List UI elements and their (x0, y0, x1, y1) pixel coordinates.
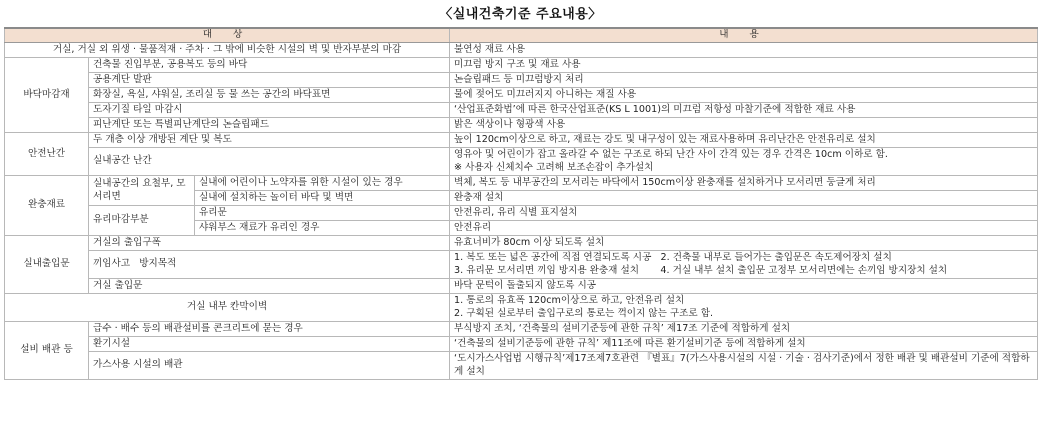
content-cell: 논슬립패드 등 미끄럼방지 처리 (450, 73, 1038, 88)
table-row (5, 103, 1038, 118)
content-line: 1. 통로의 유효폭 120cm이상으로 하고, 안전유리 설치 (454, 295, 685, 306)
table-row (5, 236, 1038, 251)
content-cell: ‘산업표준화법’에 따른 한국산업표준(KS L 1001)의 미끄럼 저항성 마찰기준에 적합한 재료 사용 (450, 103, 1038, 118)
target-cell: 거실의 출입구폭 (89, 236, 450, 251)
category-cell: 바닥마감재 (5, 58, 89, 133)
table-row (5, 88, 1038, 103)
target-cell: 환기시설 (89, 337, 450, 352)
content-line: 2. 구획된 실로부터 출입구로의 통로는 꺽이지 않는 구조로 함. (454, 307, 714, 319)
target-cell: 실내에 어린이나 노약자를 위한 시설이 있는 경우 (195, 176, 450, 191)
target-cell: 급수 · 배수 등의 배관설비를 콘크리트에 묻는 경우 (89, 322, 450, 337)
table-row (5, 58, 1038, 73)
table-row (5, 322, 1038, 337)
target-cell: 공용계단 발판 (89, 73, 450, 88)
content-cell: 완충재 설치 (450, 191, 1038, 206)
content-cell: 바닥 문턱이 돌출되지 않도록 시공 (450, 279, 1038, 294)
target-cell: 거실, 거실 외 위생 · 물품적재 · 주차 · 그 밖에 비슷한 시설의 벽 및 반자부분의 마감 (5, 43, 450, 58)
content-line: 1. 복도 또는 넓은 공간에 직접 연결되도록 시공 2. 건축물 내부로 들어가는 출입문은 속도제어장치 설치 (454, 252, 892, 263)
target-cell: 실내공간 난간 (89, 148, 450, 176)
target-cell: 피난계단 또는 특별피난계단의 논슬립패드 (89, 118, 450, 133)
subcategory-cell: 실내공간의 요철부, 모서리면 (89, 176, 195, 206)
content-cell (450, 148, 1038, 176)
table-row (5, 352, 1038, 380)
target-cell: 두 개층 이상 개방된 계단 및 복도 (89, 133, 450, 148)
table-row (5, 294, 1038, 322)
target-cell: 끼임사고 방지목적 (89, 251, 450, 279)
table-row (5, 43, 1038, 58)
target-cell: 도자기질 타일 마감시 (89, 103, 450, 118)
category-cell: 안전난간 (5, 133, 89, 176)
content-cell: ‘건축물의 설비기준등에 관한 규칙’ 제11조에 따른 환기설비기준 등에 적합하게 설치 (450, 337, 1038, 352)
content-line: 3. 유리문 모서리면 끼임 방지용 완충재 설치 4. 거실 내부 설치 출입문 고정부 모서리면에는 손끼임 방지장치 설치 (454, 264, 948, 276)
content-cell: 미끄럼 방지 구조 및 재료 사용 (450, 58, 1038, 73)
target-cell: 유리문 (195, 206, 450, 221)
content-cell: 유효너비가 80cm 이상 되도록 설치 (450, 236, 1038, 251)
content-cell: 물에 젖어도 미끄러지지 아니하는 재질 사용 (450, 88, 1038, 103)
content-cell: 높이 120cm이상으로 하고, 재료는 강도 및 내구성이 있는 재료사용하며 유리난간은 안전유리로 설치 (450, 133, 1038, 148)
target-cell: 실내에 설치하는 놀이터 바닥 및 벽면 (195, 191, 450, 206)
target-cell: 화장실, 욕실, 샤워실, 조리실 등 물 쓰는 공간의 바닥표면 (89, 88, 450, 103)
header-target: 대 상 (5, 28, 450, 43)
content-cell: 불연성 재료 사용 (450, 43, 1038, 58)
table-row (5, 206, 1038, 221)
target-cell: 샤워부스 재료가 유리인 경우 (195, 221, 450, 236)
category-cell: 완충재료 (5, 176, 89, 236)
table-row (5, 148, 1038, 176)
content-cell: 벽체, 복도 등 내부공간의 모서리는 바닥에서 150cm이상 완충재를 설치하거나 모서리면 둥글게 처리 (450, 176, 1038, 191)
table-row (5, 337, 1038, 352)
table-row (5, 73, 1038, 88)
target-cell: 건축물 진입부분, 공용복도 등의 바닥 (89, 58, 450, 73)
content-line: ※ 사용자 신체치수 고려해 보조손잡이 추가설치 (454, 161, 654, 173)
category-cell: 설비 배관 등 (5, 322, 89, 380)
content-cell: 밝은 색상이나 형광색 사용 (450, 118, 1038, 133)
content-cell: 안전유리 (450, 221, 1038, 236)
table-row (5, 133, 1038, 148)
building-standards-table (4, 27, 1038, 380)
table-row (5, 279, 1038, 294)
content-cell (450, 251, 1038, 279)
content-cell: 안전유리, 유리 식별 표지설치 (450, 206, 1038, 221)
page-title: 〈실내건축기준 주요내용〉 (439, 7, 602, 22)
subcategory-cell: 유리마감부분 (89, 206, 195, 236)
target-cell: 가스사용 시설의 배관 (89, 352, 450, 380)
category-cell: 실내출입문 (5, 236, 89, 294)
table-row (5, 251, 1038, 279)
table-header-row (5, 28, 1038, 43)
target-cell: 거실 출입문 (89, 279, 450, 294)
content-line: 영유아 및 어린이가 잡고 올라갈 수 없는 구조로 하되 난간 사이 간격 있는 경우 간격은 10cm 이하로 함. (454, 149, 888, 160)
target-cell: 거실 내부 칸막이벽 (5, 294, 450, 322)
table-row (5, 118, 1038, 133)
content-cell: ‘도시가스사업법 시행규칙’제17조제7호관련 『별표』7(가스사용시설의 시설 · 기술 · 검사기준)에서 정한 배관 및 배관설비 기준에 적합하게 설치 (450, 352, 1038, 380)
content-cell: 부식방지 조치, ‘건축물의 설비기준등에 관한 규칙’ 제17조 기준에 적합하게 설치 (450, 322, 1038, 337)
header-content: 내 용 (450, 28, 1038, 43)
content-cell (450, 294, 1038, 322)
table-row (5, 176, 1038, 191)
